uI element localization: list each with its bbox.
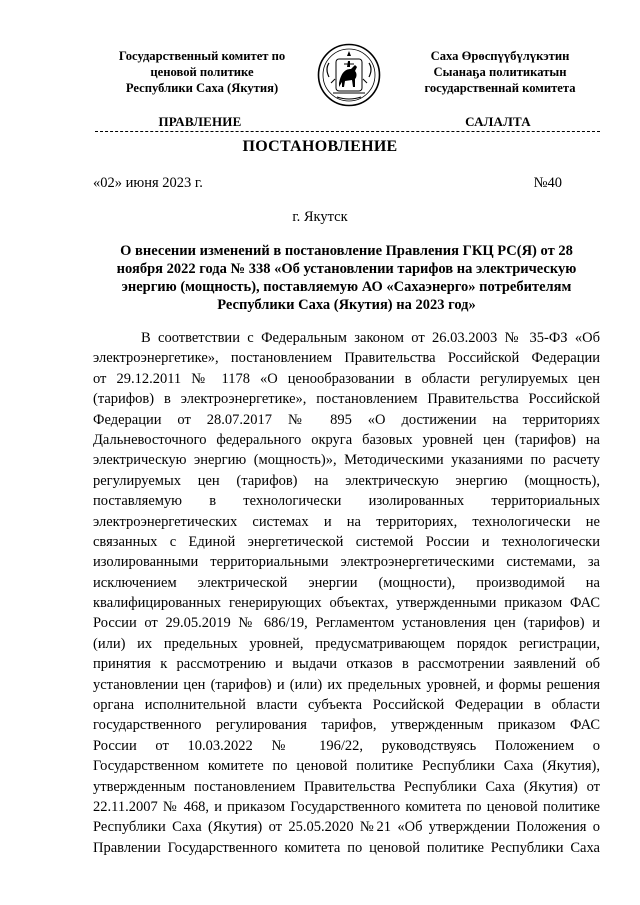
- body-line: установлении цен (тарифов) и (или) их предельных уровней, и формы решения: [93, 676, 600, 693]
- body-line: регулируемых цен (тарифов) на электрическую энергию (мощность),: [93, 472, 600, 489]
- body-line: России от 29.05.2019 № 686/19, Регламентом установления цен (тарифов) и: [93, 615, 600, 632]
- body-line: связанных с Единой энергетической системой России и технологически: [93, 533, 600, 550]
- body-line: утвержденным постановлением Правительства Республики Саха (Якутия) от: [93, 778, 600, 795]
- body-line: Правлении Государственного комитета по ценовой политике Республики Саха: [93, 839, 600, 856]
- body-line: Федерации от 28.07.2017 № 895 «О достижении на территориях: [93, 411, 600, 428]
- body-line: электроэнергетических системах и на территориях, технологически не: [93, 513, 600, 530]
- document-city: г. Якутск: [292, 209, 348, 225]
- body-line: от 29.12.2011 № 1178 «О ценообразовании в области регулируемых цен: [93, 370, 600, 387]
- header-right-line: государственнай комитета: [424, 81, 576, 95]
- heading-line: Республики Саха (Якутия) на 2023 год»: [217, 297, 476, 313]
- body-line: принятия к рассмотрению и выдачи отказов в рассмотрении заявлений об: [93, 656, 600, 673]
- document-body: [93, 328, 600, 858]
- header-right-line: Саха Өрөспүүбүлүкэтин: [430, 49, 570, 63]
- heading-line: ноября 2022 года № 338 «Об установлении тарифов на электрическую: [116, 261, 577, 277]
- body-line: электрическую энергию (мощность)», Методическими указаниями по расчету: [93, 452, 600, 469]
- header-right-line: Сыанаҕа политикатын: [433, 65, 567, 79]
- body-line: Государственном комитете по ценовой политике Республики Саха (Якутия),: [93, 758, 600, 775]
- body-line: (или) их предельных уровней, предусматривающем порядок регистрации,: [93, 635, 600, 652]
- body-line: Дальневосточного федерального округа базовых уровней цен (тарифов) на: [93, 431, 600, 448]
- header-left-line: Государственный комитет по: [118, 49, 286, 63]
- body-line: государственного регулирования тарифов, утвержденным приказом ФАС: [93, 717, 600, 734]
- body-line: (тарифов) в электроэнергетике», постановлением Правительства Российской: [93, 391, 600, 408]
- body-line: поставляемую в технологически изолированных территориальных: [93, 493, 600, 510]
- header-divider: [95, 131, 600, 132]
- body-line: исключением электрической энергии (мощности), производимой на: [93, 574, 600, 591]
- document-title: ПОСТАНОВЛЕНИЕ: [242, 138, 398, 155]
- heading-line: энергию (мощность), поставляемую АО «Сахаэнерго» потребителям: [121, 279, 572, 295]
- body-line: 22.11.2007 № 468, и приказом Государственного комитета по ценовой политике: [93, 798, 600, 815]
- document-date: «02» июня 2023 г.: [93, 175, 203, 191]
- header-right-subtitle: САЛАЛТА: [465, 114, 531, 129]
- document-number: №40: [533, 175, 562, 191]
- heading-line: О внесении изменений в постановление Правления ГКЦ РС(Я) от 28: [120, 243, 573, 259]
- body-line: электроэнергетике», постановлением Правительства Российской Федерации: [93, 350, 600, 367]
- document-heading: [93, 242, 600, 314]
- body-line: России от 10.03.2022 № 196/22, руководствуясь Положением о: [93, 737, 600, 754]
- body-line: изолированными территориальными электроэнергетическими системами, за: [93, 554, 600, 571]
- coat-of-arms-emblem-icon: [317, 43, 381, 107]
- header-left-line: Республики Саха (Якутия): [125, 81, 279, 95]
- header-left-line: ценовой политике: [150, 65, 254, 79]
- body-line: квалифицированных генерирующих объектах, утвержденными приказом ФАС: [93, 595, 600, 612]
- header-left-subtitle: ПРАВЛЕНИЕ: [158, 114, 242, 129]
- body-line: органа исполнительной власти субъекта Российской Федерации в области: [93, 697, 600, 714]
- header-left-block: [95, 48, 309, 96]
- body-line: Республики Саха (Якутия) от 25.05.2020 №21 «Об утверждении Положения о: [93, 819, 600, 836]
- header-right-block: [400, 48, 600, 96]
- body-line: В соответствии с Федеральным законом от 26.03.2003 № 35-ФЗ «Об: [141, 330, 600, 346]
